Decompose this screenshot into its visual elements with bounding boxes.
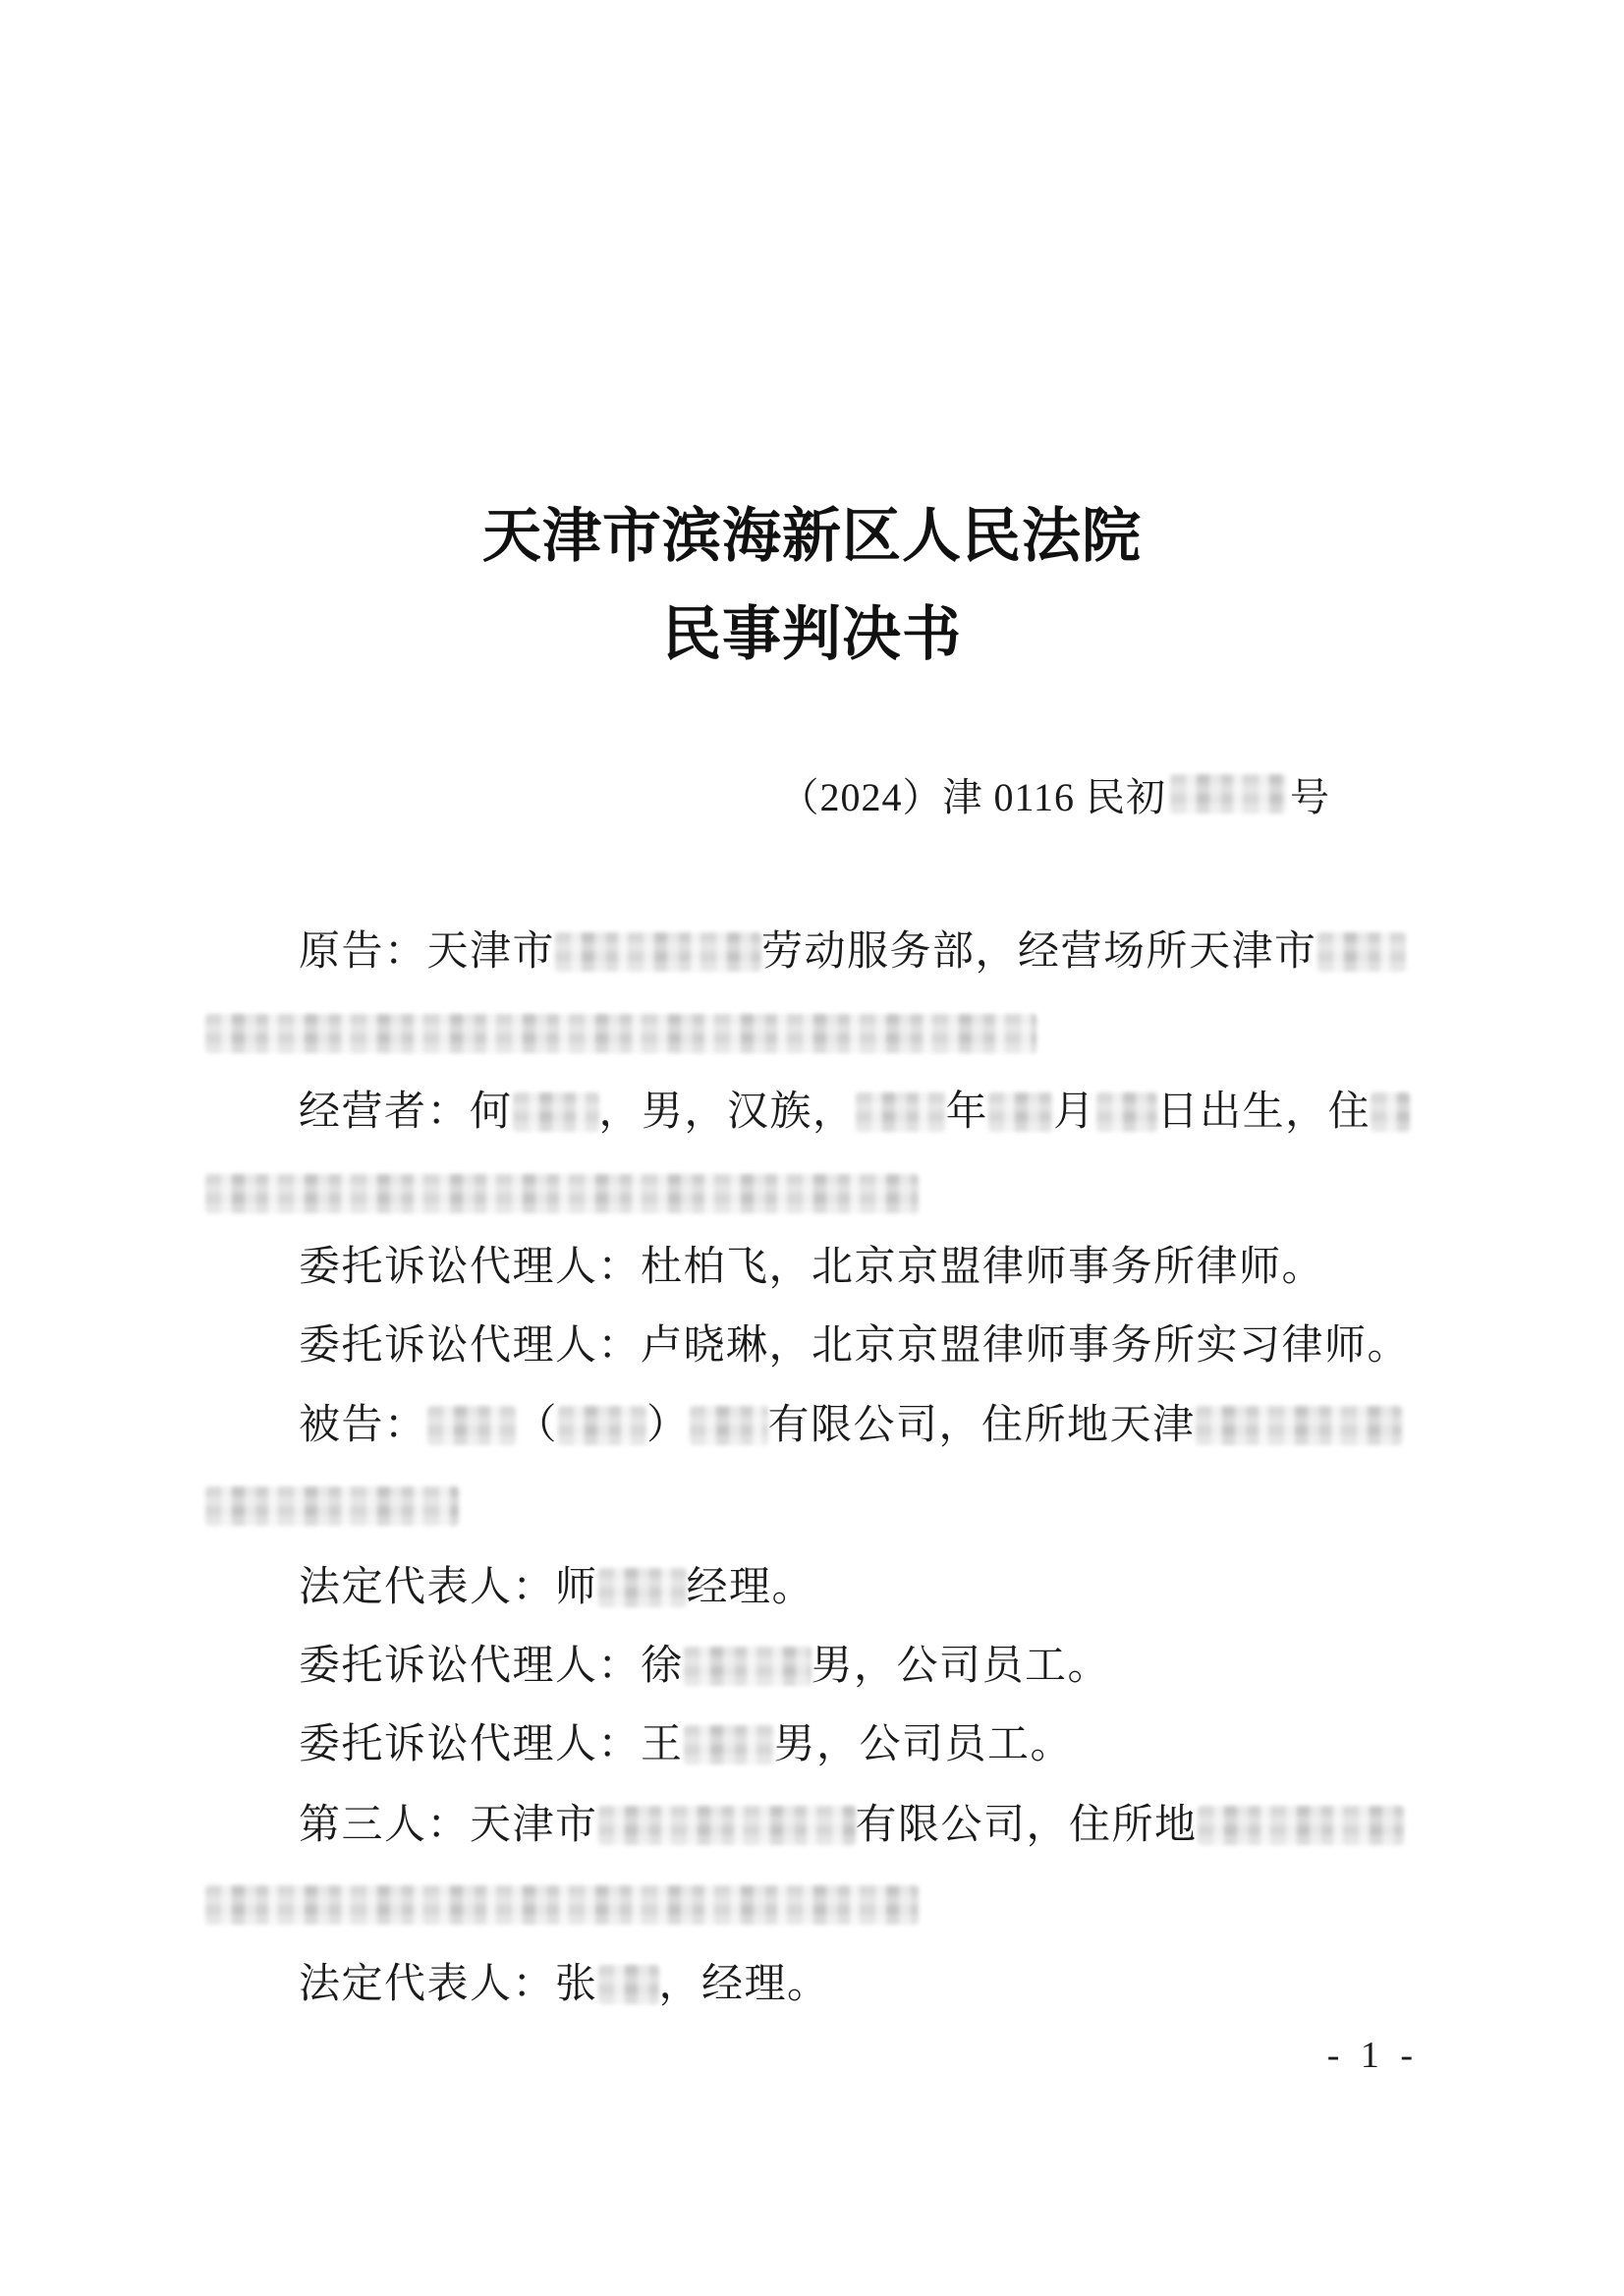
operator-text-5: 日出生，住: [1156, 1090, 1372, 1135]
defendant-agent-text-2: 男，公司员工。: [773, 1722, 1074, 1767]
case-number-suffix: 号: [1290, 774, 1330, 819]
operator-text-1: 经营者：何: [299, 1090, 513, 1135]
redacted-region: [598, 1568, 687, 1607]
third-party-representative-text-1: 法定代表人：张: [299, 1962, 598, 2007]
defendant-agent-line: [299, 1627, 1110, 1706]
third-party-representative-text-2: ，经理。: [658, 1962, 830, 2007]
redacted-region: [1170, 774, 1286, 813]
redacted-region: [558, 1406, 646, 1445]
redacted-region: [1196, 1406, 1402, 1445]
defendant-line: [299, 1386, 1402, 1465]
page-number: - 1 -: [1326, 2035, 1419, 2076]
plaintiff-agent-text: 委托诉讼代理人：卢晓琳，北京京盟律师事务所实习律师。: [299, 1323, 1411, 1369]
redacted-region: [427, 1406, 516, 1445]
court-name-title: 天津市滨海新区人民法院: [482, 504, 1142, 569]
redacted-region: [1198, 1806, 1404, 1845]
case-number-prefix: （2024）津 0116 民初: [779, 774, 1166, 819]
operator-address-line: [205, 1154, 919, 1233]
plaintiff-agent-line: [299, 1228, 1324, 1307]
redacted-region: [684, 1647, 812, 1686]
defendant-representative-line: [299, 1548, 814, 1627]
redacted-line: [205, 1014, 1036, 1053]
redacted-line: [205, 1486, 459, 1526]
redacted-region: [988, 1092, 1053, 1132]
operator-text-3: 年: [945, 1090, 989, 1135]
defendant-representative-text-2: 经理。: [686, 1565, 815, 1610]
redacted-region: [856, 1092, 946, 1132]
redacted-region: [690, 1406, 768, 1445]
redacted-line: [205, 1174, 919, 1213]
third-party-text-2: 有限公司，住所地: [855, 1803, 1198, 1848]
defendant-agent-line: [299, 1706, 1073, 1784]
defendant-text-4: 有限公司，住所地天津: [767, 1403, 1196, 1448]
defendant-agent-text-1: 委托诉讼代理人：王: [299, 1722, 684, 1767]
defendant-representative-text-1: 法定代表人：师: [299, 1565, 598, 1610]
redacted-region: [1317, 932, 1406, 972]
redacted-region: [555, 932, 761, 972]
operator-text-4: 月: [1053, 1090, 1096, 1135]
plaintiff-address-line: [205, 994, 1036, 1073]
third-party-line: [299, 1786, 1404, 1865]
third-party-representative-line: [299, 1945, 830, 2024]
plaintiff-agent-text: 委托诉讼代理人：杜柏飞，北京京盟律师事务所律师。: [299, 1245, 1325, 1290]
redacted-region: [684, 1725, 774, 1764]
plaintiff-agent-line: [299, 1307, 1410, 1385]
defendant-text-3: ）: [646, 1403, 690, 1448]
defendant-text-2: （: [515, 1403, 559, 1448]
defendant-agent-text-1: 委托诉讼代理人：徐: [299, 1644, 684, 1689]
defendant-text-1: 被告：: [299, 1403, 427, 1448]
redacted-region: [598, 1806, 856, 1845]
plaintiff-text-2: 劳动服务部，经营场所天津市: [761, 929, 1317, 975]
defendant-agent-text-2: 男，公司员工。: [811, 1644, 1111, 1689]
redacted-region: [1371, 1092, 1410, 1132]
operator-line: [299, 1073, 1410, 1151]
redacted-region: [513, 1092, 599, 1132]
redacted-line: [205, 1885, 919, 1925]
case-number: [779, 772, 1330, 819]
redacted-region: [1096, 1092, 1157, 1132]
redacted-region: [598, 1965, 659, 2004]
plaintiff-line: [299, 913, 1406, 991]
document-type-title: 民事判决书: [662, 602, 962, 667]
third-party-text-1: 第三人：天津市: [299, 1803, 598, 1848]
plaintiff-text-1: 原告：天津市: [299, 929, 556, 975]
operator-text-2: ，男，汉族，: [598, 1090, 856, 1135]
defendant-address-line: [205, 1467, 459, 1545]
third-party-address-line: [205, 1866, 919, 1944]
